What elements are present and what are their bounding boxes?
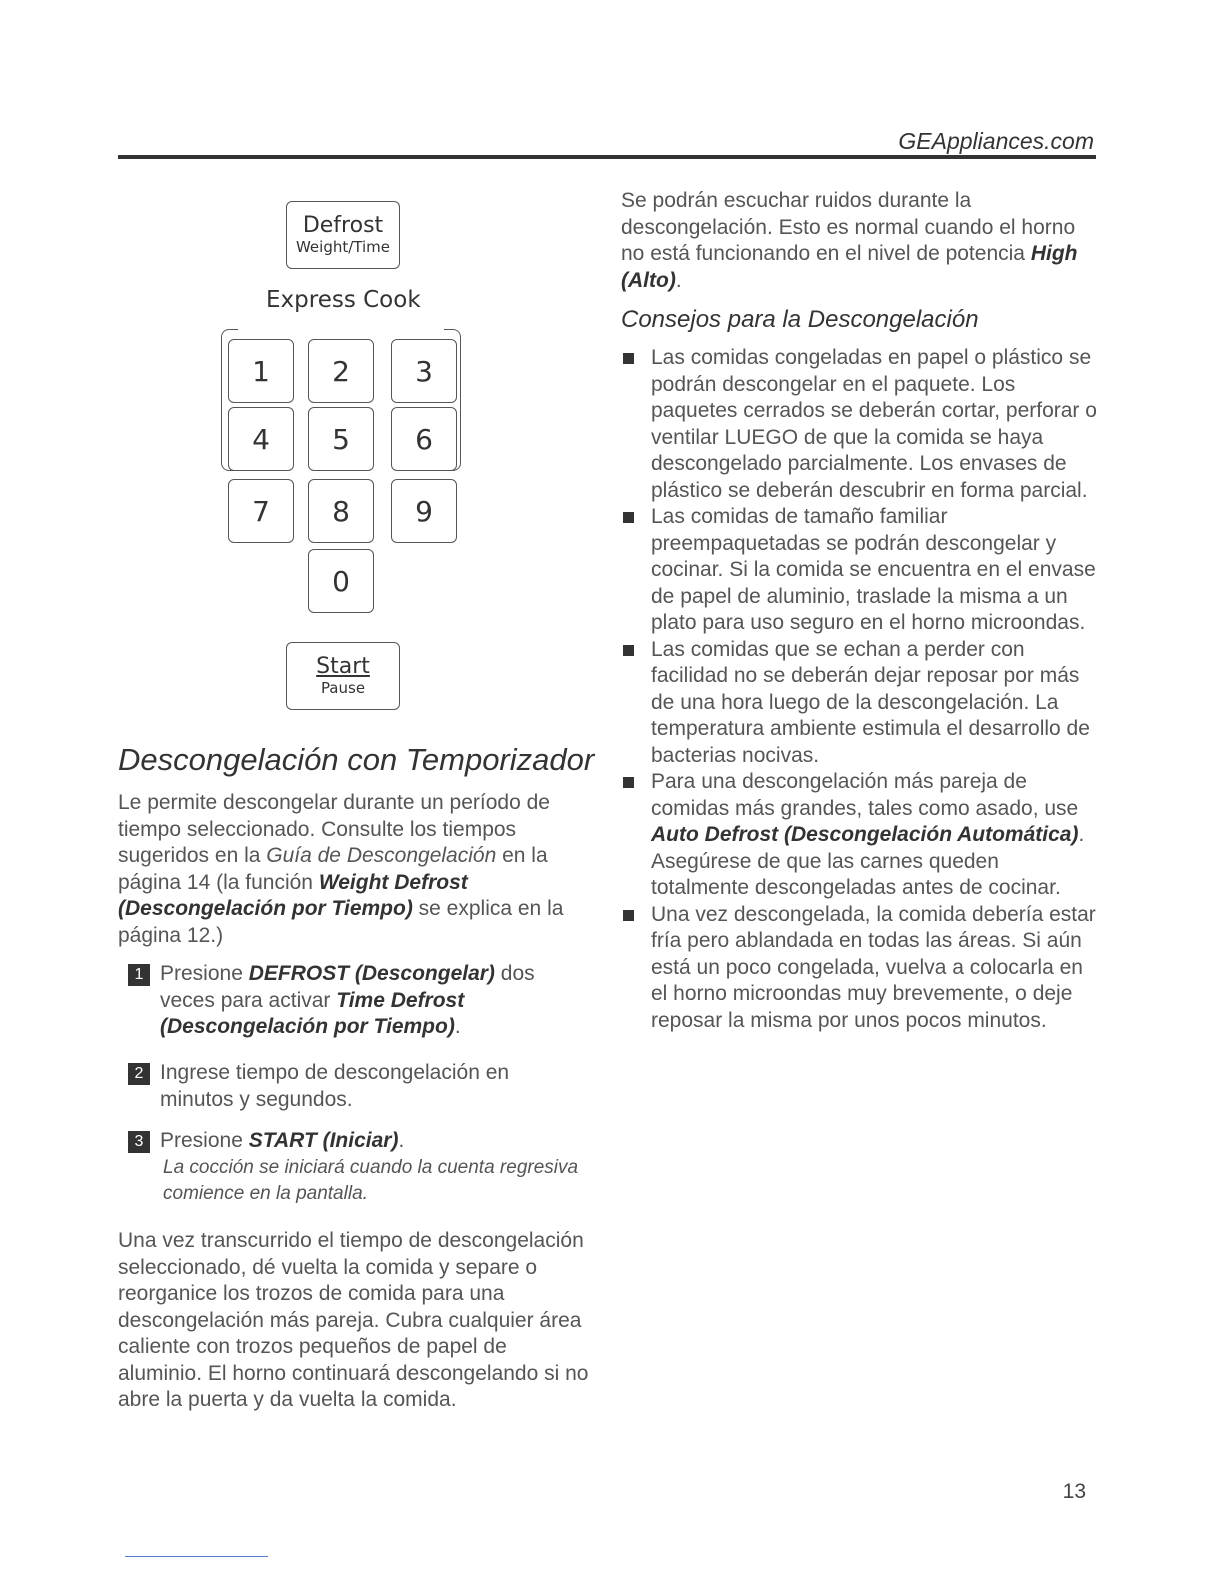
keypad-illustration <box>118 195 578 715</box>
key-5-label: 5 <box>332 422 350 456</box>
noise-text-1: Se podrán escuchar ruidos durante la descongelación. Esto es normal cuando el horno no está funcionando en el nivel de potencia <box>621 189 1076 265</box>
intro-text-3: se explica en la página 12.) <box>118 897 564 947</box>
step-2 <box>118 1060 588 1113</box>
tip-1-text: Las comidas congeladas en papel o plástico se podrán descongelar en el paquete. Los paquetes cerrados se deberán cortar, perforar o ventilar LUEGO de que la comida se haya descongelado parcialmente. Los envases de plástico se deberán descubrir en forma parcial. <box>651 346 1097 502</box>
intro-paragraph <box>118 790 588 949</box>
defrost-key-sublabel: Weight/Time <box>295 238 391 256</box>
tip-item <box>621 769 1099 902</box>
key-6-label: 6 <box>415 422 433 456</box>
tip-item <box>621 504 1099 637</box>
step-1-em1: DEFROST (Descongelar) <box>248 962 495 985</box>
intro-text-1: Le permite descongelar durante un período de tiempo seleccionado. Consulte los tiempos sugeridos en la <box>118 791 550 867</box>
bullet-square-icon <box>623 777 634 788</box>
site-url: GEAppliances.com <box>898 128 1094 154</box>
tip-2-text: Las comidas de tamaño familiar preempaquetadas se podrán descongelar y cocinar. Si la comida se encuentra en el envase de papel de aluminio, traslade la misma a un plato para uso seguro en el horno microondas. <box>651 505 1096 634</box>
key-7-label: 7 <box>252 494 270 528</box>
step-1-pre: Presione <box>160 962 249 985</box>
step-3-text <box>160 1128 588 1155</box>
closing-paragraph: Una vez transcurrido el tiempo de descongelación seleccionado, dé vuelta la comida y separe o reorganice los trozos de comida para una descongelación más pareja. Cubra cualquier área caliente con trozos pequeños de papel de aluminio. El horno continuará descongelando si no abre la puerta y da vuelta la comida. <box>118 1229 589 1411</box>
step-3-note: La cocción se iniciará cuando la cuenta regresiva comience en la pantalla. <box>163 1156 579 1204</box>
start-pause-key <box>286 642 400 710</box>
bullet-square-icon <box>623 645 634 656</box>
intro-guide-ref: Guía de Descongelación <box>266 844 497 867</box>
key-0-label: 0 <box>332 564 350 598</box>
key-3-label: 3 <box>415 354 433 388</box>
key-1 <box>228 339 294 403</box>
tip-item <box>621 345 1099 504</box>
bullet-square-icon <box>623 512 634 523</box>
key-8 <box>308 479 374 543</box>
step-1-em2: Time Defrost (Descongelación por Tiempo) <box>160 988 465 1038</box>
tip-item <box>621 902 1099 1035</box>
defrost-key <box>286 201 400 269</box>
intro-weight-ref: Weight Defrost (Descongelación por Tiempo) <box>118 870 468 920</box>
pause-key-label: Pause <box>320 679 366 697</box>
step-3-pre: Presione <box>160 1129 249 1152</box>
noise-paragraph <box>621 188 1096 294</box>
key-2-label: 2 <box>332 354 350 388</box>
step-3-post: . <box>398 1129 405 1152</box>
intro-text-2: en la página 14 (la función <box>118 844 548 894</box>
step-3 <box>118 1128 588 1207</box>
key-2 <box>308 339 374 403</box>
page-number: 13 <box>1062 1480 1086 1503</box>
noise-power-ref: High (Alto) <box>621 242 1078 292</box>
key-4 <box>228 407 294 471</box>
key-6 <box>391 407 457 471</box>
step-2-text: Ingrese tiempo de descongelación en minutos y segundos. <box>160 1061 510 1111</box>
step-2-number: 2 <box>128 1063 150 1085</box>
step-1-post: . <box>454 1015 461 1038</box>
key-1-label: 1 <box>252 354 270 388</box>
step-1-text <box>160 961 588 1041</box>
tip-5-text: Una vez descongelada, la comida debería estar fría pero ablandada en todas las áreas. Si aún está un poco congelada, vuelva a colocarla en el horno microondas muy brevemente, o deje reposar la misma por unos pocos minutos. <box>651 902 1096 1032</box>
tips-list <box>621 345 1099 1034</box>
key-7 <box>228 479 294 543</box>
noise-text-2: . <box>675 268 682 292</box>
start-key-label: Start <box>316 654 370 679</box>
tips-title: Consejos para la Descongelación <box>621 306 979 333</box>
section-title: Descongelación con Temporizador <box>118 742 595 777</box>
tip-item <box>621 637 1099 770</box>
step-1-mid: dos veces para activar <box>160 962 535 1012</box>
defrost-key-label: Defrost <box>302 213 384 238</box>
tip-4-post: . Asegúrese de que las carnes queden totalmente descongeladas antes de cocinar. <box>651 823 1085 899</box>
tip-4-pre: Para una descongelación más pareja de comidas más grandes, tales como asado, use <box>651 770 1079 820</box>
key-8-label: 8 <box>332 494 350 528</box>
tip-3-text: Las comidas que se echan a perder con facilidad no se deberán dejar reposar por más de una hora luego de la descongelación. La temperatura ambiente estimula el desarrollo de bacterias nocivas. <box>651 637 1090 767</box>
key-5 <box>308 407 374 471</box>
step-3-em1: START (Iniciar) <box>248 1129 399 1152</box>
key-9 <box>391 479 457 543</box>
step-1-number: 1 <box>128 964 150 986</box>
header-rule <box>118 155 1096 159</box>
bullet-square-icon <box>623 353 634 364</box>
step-1 <box>118 961 588 1041</box>
key-9-label: 9 <box>415 494 433 528</box>
step-3-number: 3 <box>128 1131 150 1153</box>
key-4-label: 4 <box>252 422 270 456</box>
bullet-square-icon <box>623 910 634 921</box>
footer-rule <box>125 1556 268 1557</box>
key-3 <box>391 339 457 403</box>
tip-4-em: Auto Defrost (Descongelación Automática) <box>651 823 1079 846</box>
express-cook-label: Express Cook <box>266 287 421 313</box>
key-0 <box>308 549 374 613</box>
